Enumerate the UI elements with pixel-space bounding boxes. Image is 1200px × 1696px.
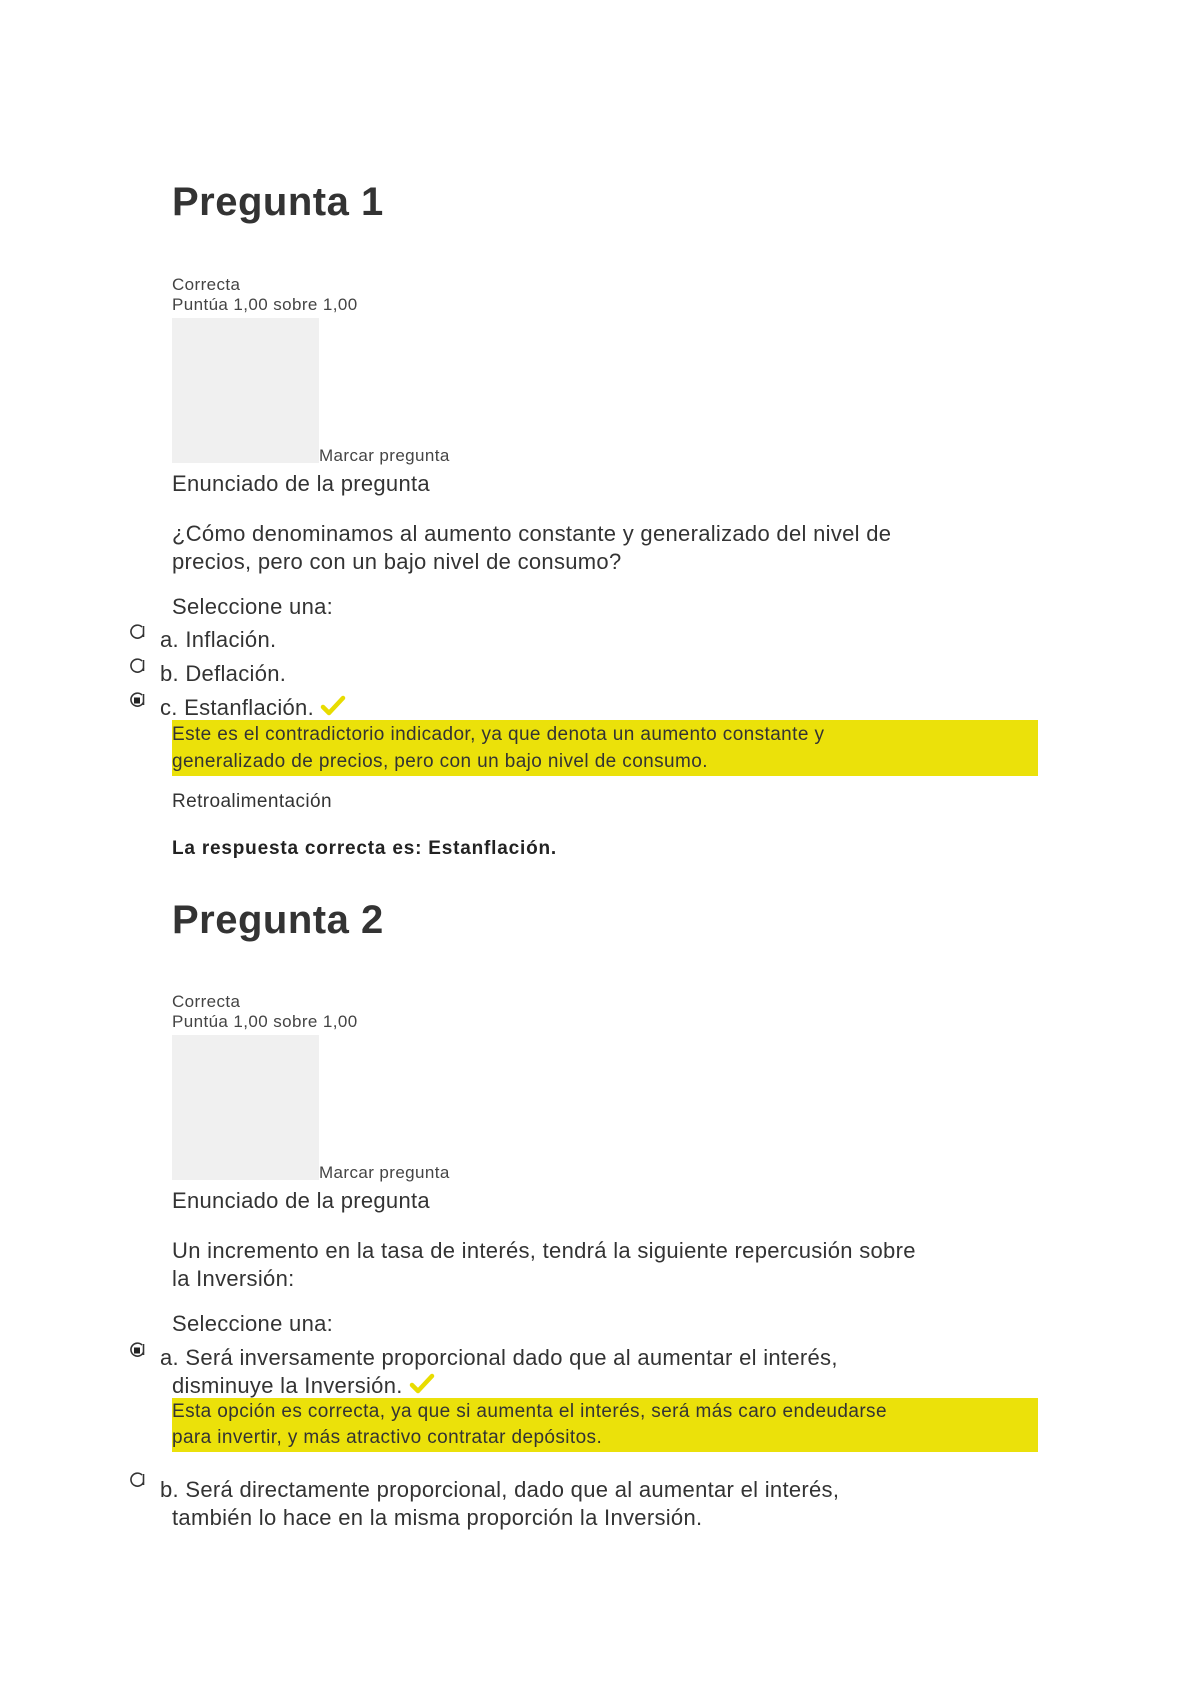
question-1-specific-feedback xyxy=(172,720,1038,776)
flag-question-2-link[interactable]: Marcar pregunta xyxy=(319,1163,450,1182)
question-2-specific-feedback xyxy=(172,1398,1038,1452)
flag-question-1-icon[interactable] xyxy=(172,318,319,463)
question-1-feedback-line-1: Este es el contradictorio indicador, ya que denota un aumento constante y xyxy=(172,724,825,745)
question-2-option-a-label-line-1[interactable]: a. Será inversamente proporcional dado que al aumentar el interés, xyxy=(160,1345,838,1370)
question-2-option-b-radio[interactable] xyxy=(129,1472,146,1489)
question-1-option-a-radio[interactable] xyxy=(129,624,146,641)
question-1-option-c-label[interactable]: c. Estanflación. xyxy=(160,695,314,720)
question-2-select-label: Seleccione una: xyxy=(172,1311,334,1336)
question-2-option-a-label-line-2[interactable]: disminuye la Inversión. xyxy=(172,1373,403,1398)
question-1-option-b-label[interactable]: b. Deflación. xyxy=(160,661,287,686)
question-2-prompt-label: Enunciado de la pregunta xyxy=(172,1188,430,1213)
question-2-feedback-line-1: Esta opción es correcta, ya que si aumenta el interés, será más caro endeudarse xyxy=(172,1401,887,1422)
question-1-select-label: Seleccione una: xyxy=(172,594,334,619)
question-1-right-answer: La respuesta correcta es: Estanflación. xyxy=(172,838,557,859)
flag-question-2-icon[interactable] xyxy=(172,1035,319,1180)
question-2-option-b-label-line-2[interactable]: también lo hace en la misma proporción la Inversión. xyxy=(172,1505,703,1530)
question-1-state: Correcta xyxy=(172,275,241,294)
question-2-option-b-label-line-1[interactable]: b. Será directamente proporcional, dado que al aumentar el interés, xyxy=(160,1477,840,1502)
question-2-grade: Puntúa 1,00 sobre 1,00 xyxy=(172,1012,358,1031)
question-2-text-line-1: Un incremento en la tasa de interés, tendrá la siguiente repercusión sobre xyxy=(172,1238,916,1263)
flag-question-1-link[interactable]: Marcar pregunta xyxy=(319,446,450,465)
question-1-text-line-1: ¿Cómo denominamos al aumento constante y generalizado del nivel de xyxy=(172,521,892,546)
question-2-option-a-radio-selected[interactable] xyxy=(129,1342,146,1359)
question-2-text-line-2: la Inversión: xyxy=(172,1266,295,1291)
question-2-state: Correcta xyxy=(172,992,241,1011)
question-1-option-a-label[interactable]: a. Inflación. xyxy=(160,627,277,652)
question-1-option-b-radio[interactable] xyxy=(129,658,146,675)
question-1-feedback-line-2: generalizado de precios, pero con un bajo nivel de consumo. xyxy=(172,751,708,772)
question-2-title: Pregunta 2 xyxy=(172,898,384,942)
question-1-prompt-label: Enunciado de la pregunta xyxy=(172,471,430,496)
question-2-feedback-line-2: para invertir, y más atractivo contratar depósitos. xyxy=(172,1427,603,1448)
question-1-grade: Puntúa 1,00 sobre 1,00 xyxy=(172,295,358,314)
question-1-feedback-title: Retroalimentación xyxy=(172,791,332,812)
correct-check-icon xyxy=(320,695,346,717)
question-1-text-line-2: precios, pero con un bajo nivel de consumo? xyxy=(172,549,622,574)
question-2-option-a-line-2[interactable] xyxy=(172,1372,435,1400)
question-1-option-c[interactable] xyxy=(160,694,346,722)
question-1-option-c-radio-selected[interactable] xyxy=(129,692,146,709)
question-1-title: Pregunta 1 xyxy=(172,180,384,224)
correct-check-icon xyxy=(409,1373,435,1395)
